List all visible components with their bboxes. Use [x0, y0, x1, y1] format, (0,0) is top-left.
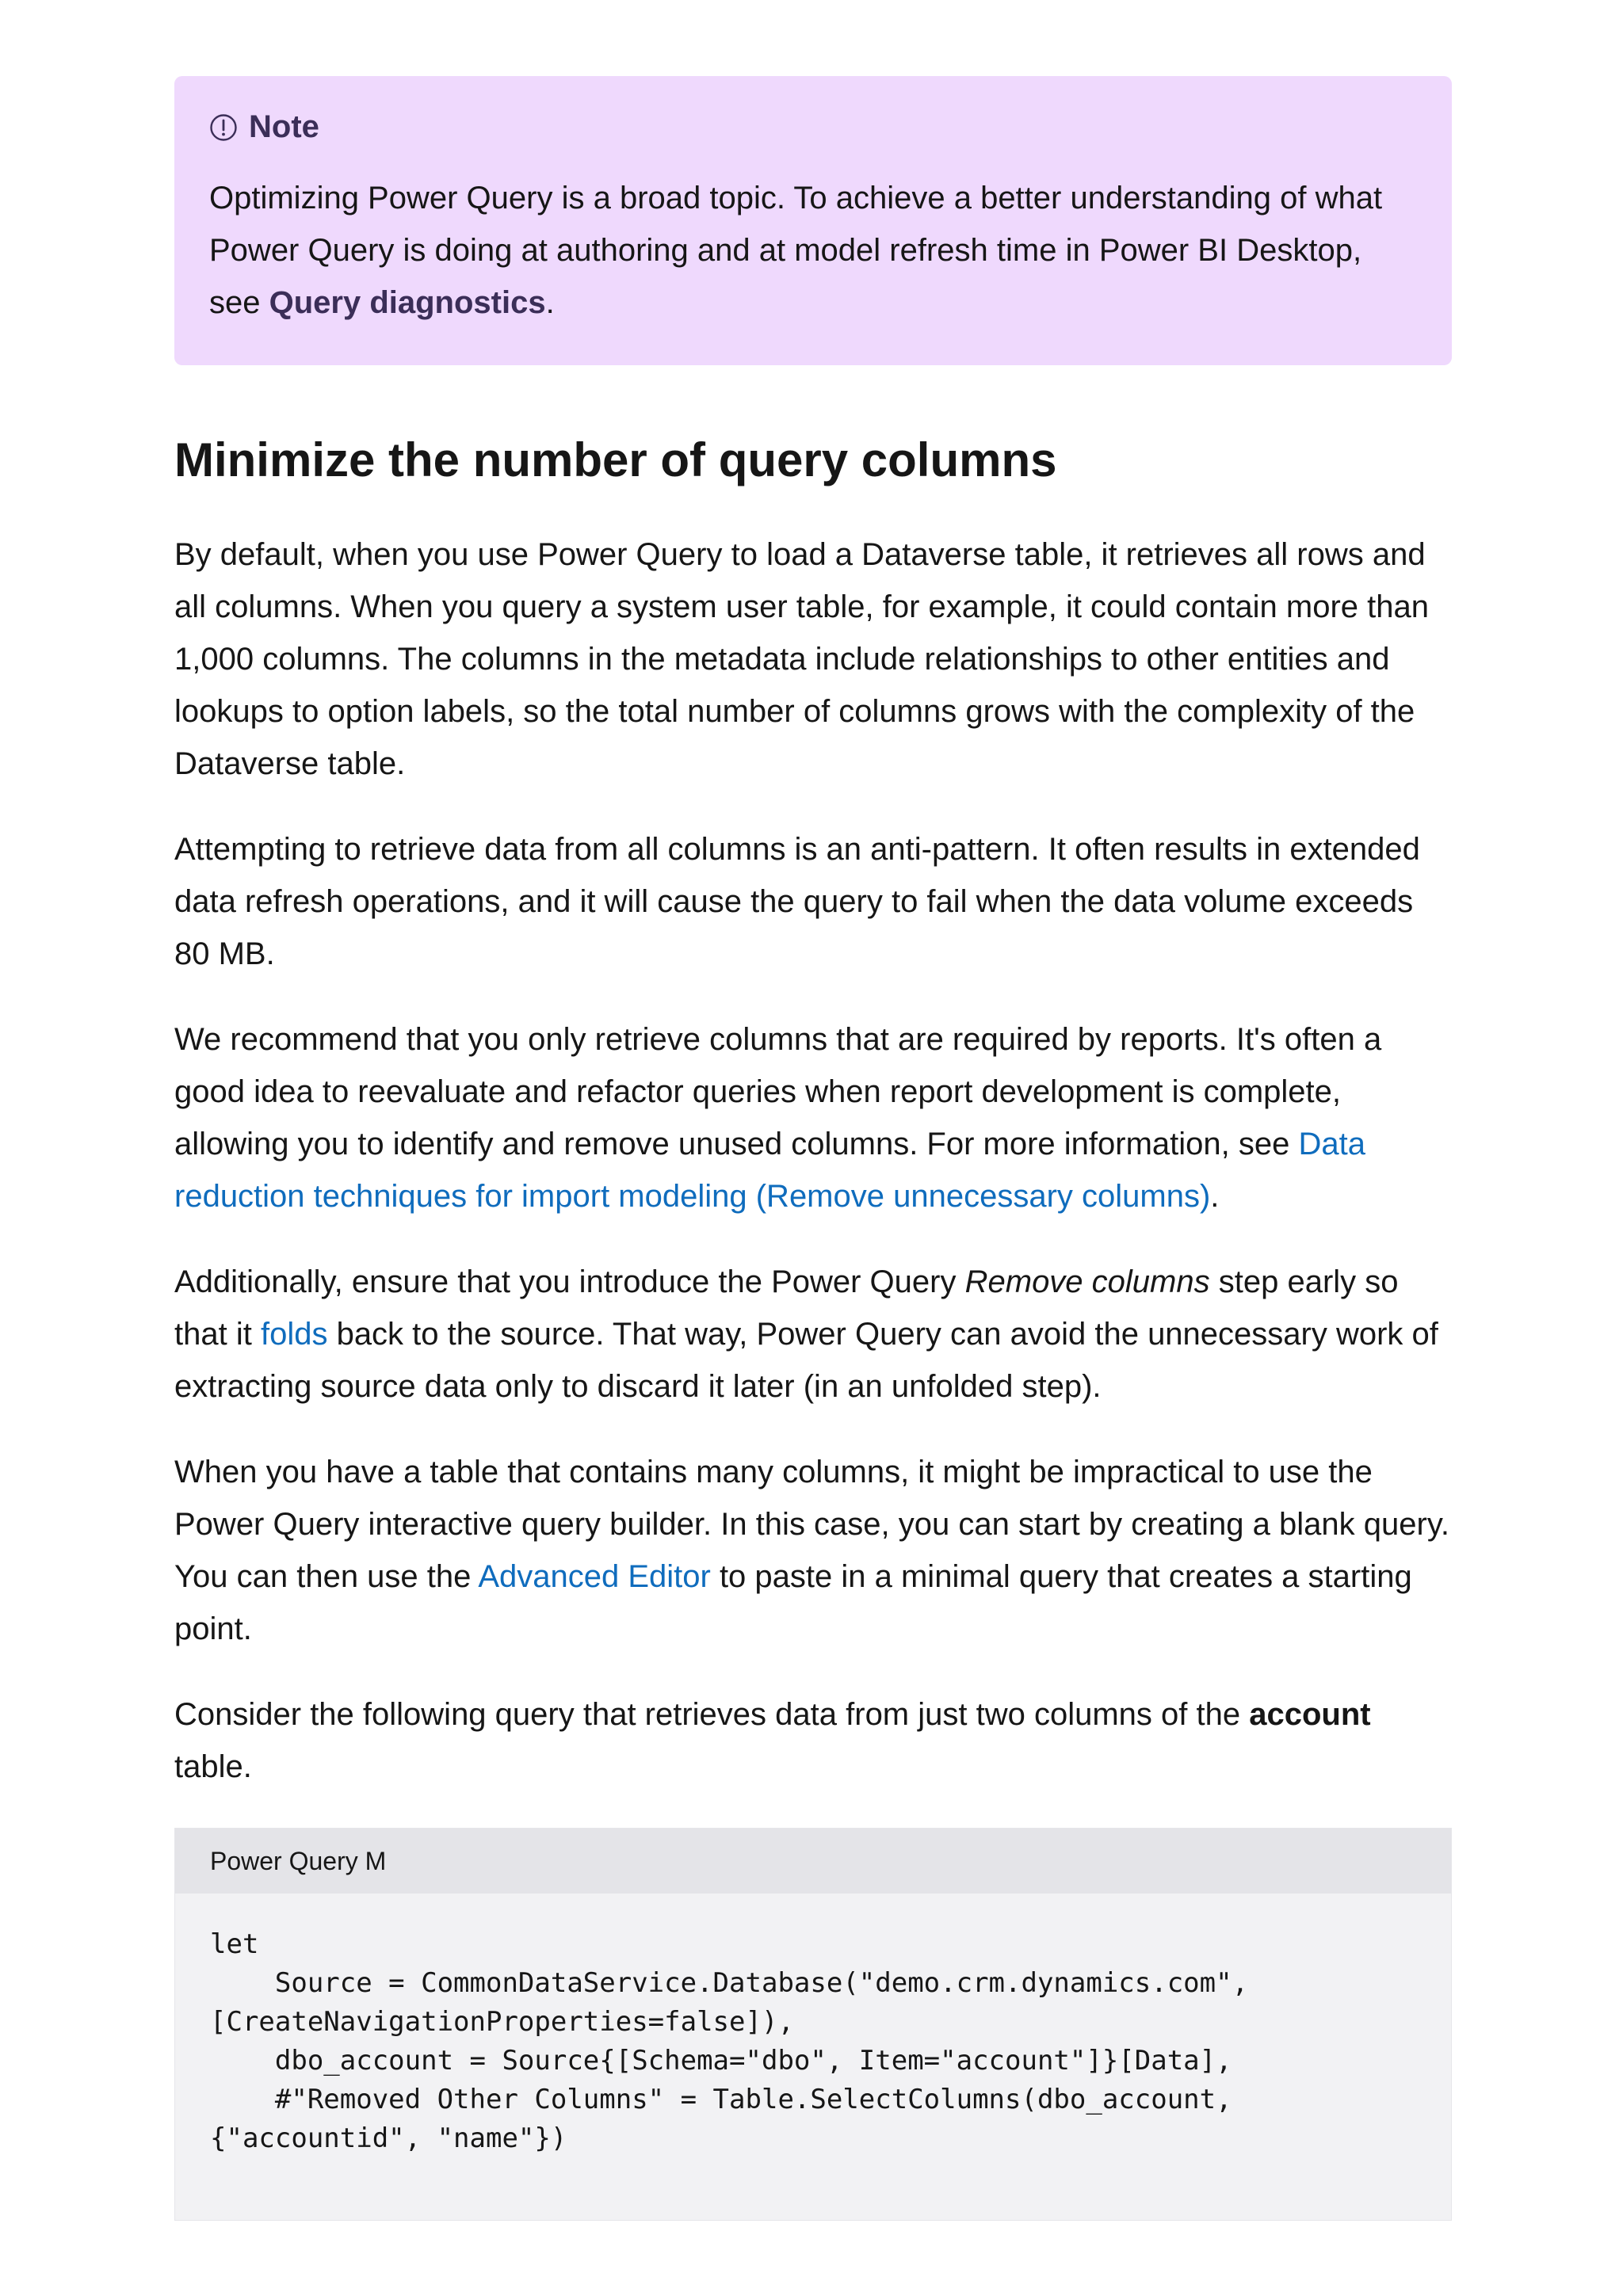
data-reduction-link[interactable]: Data reduction techniques for import modeling (Remove unnecessary columns): [174, 1127, 1365, 1214]
paragraph-remove-columns: Additionally, ensure that you introduce the Power Query Remove columns step early so that it folds back to the source. That way, Power Query can avoid the unnecessary work of extracting source data only to discard it later (in an unfolded step).: [174, 1264, 1438, 1404]
section-heading: Minimize the number of query columns: [174, 433, 1057, 486]
note-header: [209, 109, 1417, 145]
remove-columns-step-name: Remove columns: [964, 1264, 1210, 1299]
query-diagnostics-link[interactable]: Query diagnostics: [269, 285, 546, 320]
paragraph-anti-pattern: Attempting to retrieve data from all columns is an anti-pattern. It often results in extended data refresh operations, and it will cause the query to fail when the data volume exceeds 80 MB.: [174, 832, 1420, 971]
note-text: Optimizing Power Query is a broad topic. To achieve a better understanding of what Power Query is doing at authoring and at model refresh time in Power BI Desktop, see Query diagnostics.: [209, 181, 1383, 320]
paragraph-consider-query: Consider the following query that retrieves data from just two columns of the account table.: [174, 1697, 1371, 1784]
info-circle-icon: [209, 113, 238, 142]
paragraph-default-retrieval: By default, when you use Power Query to load a Dataverse table, it retrieves all rows and all columns. When you query a system user table, for example, it could contain more than 1,000 columns. The columns in the metadata include relationships to other entities and lookups to option labels, so the total number of columns grows with the complexity of the Dataverse table.: [174, 537, 1429, 781]
note-callout: [174, 76, 1452, 365]
code-block: [174, 1828, 1452, 2221]
note-title: Note: [249, 109, 319, 144]
advanced-editor-link[interactable]: Advanced Editor: [478, 1559, 711, 1594]
paragraph-advanced-editor: When you have a table that contains many columns, it might be impractical to use the Power Query interactive query builder. In this case, you can start by creating a blank query. You can then use the Advanced Editor to paste in a minimal query that creates a starting point.: [174, 1455, 1449, 1646]
paragraph-recommendation: We recommend that you only retrieve columns that are required by reports. It's often a good idea to reevaluate and refactor queries when report development is complete, allowing you to identify and remove unused columns. For more information, see Data reduction techniques for import modeling (Remove unnecessary columns).: [174, 1022, 1382, 1214]
folds-link[interactable]: folds: [260, 1317, 328, 1352]
code-language-label: Power Query M: [175, 1829, 1451, 1894]
article-content: [174, 76, 1452, 2221]
code-content[interactable]: let Source = CommonDataService.Database("demo.crm.dynamics.com", [CreateNavigationProperties=false]), dbo_account = Source{[Schema="dbo", Item="account"]}[Data], #"Removed Other Columns" = Table.SelectColumns(dbo_account, {"accountid", "name"}): [210, 1928, 1249, 2154]
account-table-name: account: [1249, 1697, 1371, 1732]
